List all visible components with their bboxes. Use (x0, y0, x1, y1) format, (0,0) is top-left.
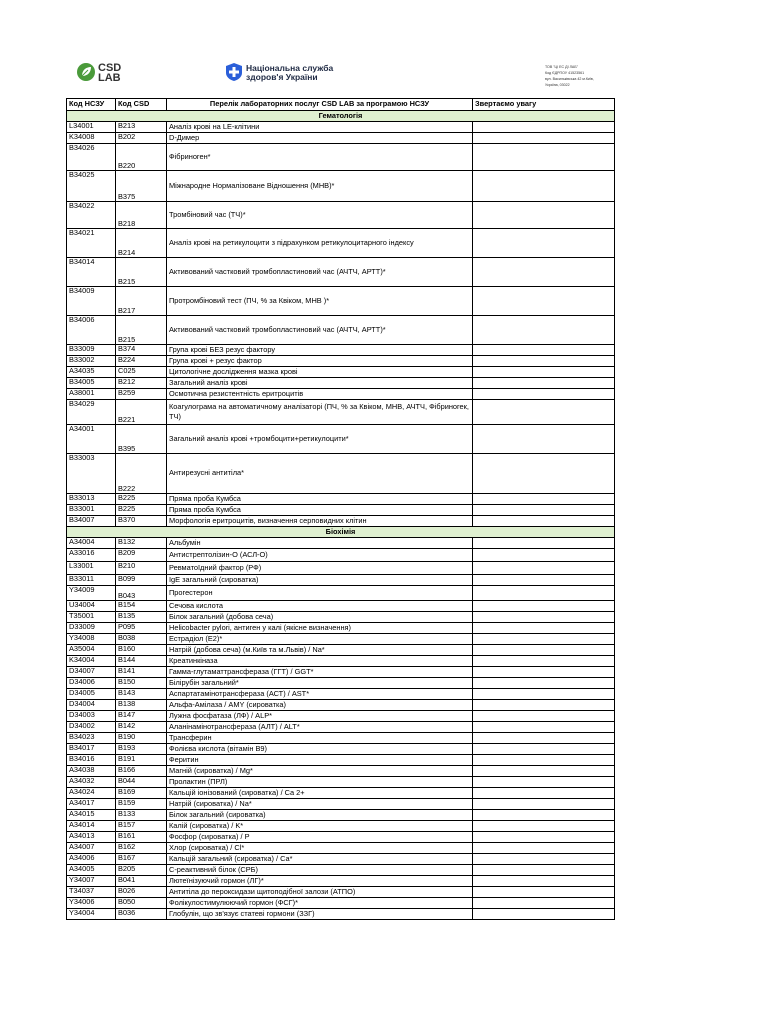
csd-code-cell: B144 (116, 656, 167, 667)
csd-code-cell: B205 (116, 865, 167, 876)
service-name-cell: Креатинкіназа (167, 656, 473, 667)
service-name-cell: Аланінамінотрансфераза (АЛТ) / ALT* (167, 722, 473, 733)
org-info-line: ТОВ "ЦІ ЕС ДІ ЛАБ" (545, 65, 578, 69)
service-name-cell: Білірубін загальний* (167, 678, 473, 689)
service-name-cell: Фолієва кислота (вітамін В9) (167, 744, 473, 755)
service-name-cell: Загальний аналіз крові (167, 378, 473, 389)
table-row (67, 689, 615, 700)
service-name-cell: Морфологія еритроцитів, визначення серповидних клітин (167, 516, 473, 527)
csd-code-cell: B147 (116, 711, 167, 722)
csd-code-cell: B395 (116, 425, 167, 454)
service-name-cell: Тромбіновий час (ТЧ)* (167, 202, 473, 229)
note-cell (473, 678, 615, 689)
document-header (0, 0, 768, 98)
nszu-code-cell: A34038 (67, 766, 116, 777)
note-cell (473, 549, 615, 562)
csd-code-cell: B169 (116, 788, 167, 799)
note-cell (473, 722, 615, 733)
service-name-cell: Аспартатамінотрансфераза (АСТ) / AST* (167, 689, 473, 700)
table-row (67, 171, 615, 202)
note-cell (473, 601, 615, 612)
service-name-cell: Альбумін (167, 538, 473, 549)
table-row (67, 389, 615, 400)
service-name-cell: D-Димер (167, 133, 473, 144)
org-info-line: вул. Васильківська 42 м.Київ, (545, 77, 594, 81)
service-name-cell: С-реактивний білок (СРБ) (167, 865, 473, 876)
table-row (67, 876, 615, 887)
table-row (67, 832, 615, 843)
nszu-code-cell: A35004 (67, 645, 116, 656)
nszu-code-cell: B34026 (67, 144, 116, 171)
service-name-cell: Феритин (167, 755, 473, 766)
note-cell (473, 425, 615, 454)
csd-code-cell: B220 (116, 144, 167, 171)
nszu-code-cell: A34015 (67, 810, 116, 821)
csd-code-cell: B150 (116, 678, 167, 689)
column-header-notes: Звертаємо увагу (473, 99, 615, 111)
csd-code-cell: B193 (116, 744, 167, 755)
note-cell (473, 634, 615, 645)
table-row (67, 425, 615, 454)
csd-code-cell: C025 (116, 367, 167, 378)
nszu-logo-text (246, 64, 333, 82)
nszu-code-cell: U34004 (67, 601, 116, 612)
note-cell (473, 777, 615, 788)
service-name-cell: Натрій (добова сеча) (м.Київ та м.Львів) / Na* (167, 645, 473, 656)
csd-code-cell: B138 (116, 700, 167, 711)
service-name-cell: Антирезусні антитіла* (167, 454, 473, 494)
nszu-code-cell: A34006 (67, 854, 116, 865)
nszu-code-cell: D34005 (67, 689, 116, 700)
table-row (67, 549, 615, 562)
service-name-cell: Фолікулостимулюючий гормон (ФСГ)* (167, 898, 473, 909)
note-cell (473, 562, 615, 575)
service-name-cell: Ревматоїдний фактор (РФ) (167, 562, 473, 575)
table-row (67, 909, 615, 920)
nszu-code-cell: A34007 (67, 843, 116, 854)
service-name-cell: Фосфор (сироватка) / P (167, 832, 473, 843)
table-row (67, 258, 615, 287)
service-name-cell: Група крові + резус фактор (167, 356, 473, 367)
csd-code-cell: B221 (116, 400, 167, 425)
nszu-line1: Національна служба (246, 63, 334, 73)
note-cell (473, 821, 615, 832)
table-row (67, 575, 615, 586)
section-title: Гематологія (67, 111, 615, 122)
csd-code-cell: B217 (116, 287, 167, 316)
note-cell (473, 733, 615, 744)
note-cell (473, 171, 615, 202)
csd-code-cell: B135 (116, 612, 167, 623)
table-row (67, 356, 615, 367)
nszu-code-cell: A34013 (67, 832, 116, 843)
service-name-cell: Кальцій іонізований (сироватка) / Ca 2+ (167, 788, 473, 799)
nszu-code-cell: A34014 (67, 821, 116, 832)
service-name-cell: Лютеїнізуючий гормон (ЛГ)* (167, 876, 473, 887)
service-name-cell: Група крові БЕЗ резус фактору (167, 345, 473, 356)
nszu-code-cell: Y34008 (67, 634, 116, 645)
service-name-cell: Трансферин (167, 733, 473, 744)
table-row (67, 634, 615, 645)
nszu-shield-icon (225, 62, 243, 82)
table-row (67, 810, 615, 821)
nszu-code-cell: A34017 (67, 799, 116, 810)
note-cell (473, 843, 615, 854)
csd-code-cell: B160 (116, 645, 167, 656)
csd-code-cell: B215 (116, 258, 167, 287)
service-name-cell: Білок загальний (сироватка) (167, 810, 473, 821)
note-cell (473, 799, 615, 810)
note-cell (473, 316, 615, 345)
csd-code-cell: B043 (116, 586, 167, 601)
table-row (67, 865, 615, 876)
note-cell (473, 766, 615, 777)
nszu-code-cell: A34001 (67, 425, 116, 454)
table-row (67, 744, 615, 755)
note-cell (473, 755, 615, 766)
table-row (67, 766, 615, 777)
csd-lab-logo (76, 62, 136, 86)
table-row (67, 667, 615, 678)
nszu-code-cell: T35001 (67, 612, 116, 623)
service-name-cell: Аналіз крові на ретикулоцити з підрахунком ретикулоцитарного індексу (167, 229, 473, 258)
nszu-code-cell: B33003 (67, 454, 116, 494)
service-name-cell: Альфа-Амілаза / AMY (сироватка) (167, 700, 473, 711)
table-row (67, 656, 615, 667)
services-table (66, 98, 615, 920)
nszu-code-cell: Y34009 (67, 586, 116, 601)
table-row (67, 755, 615, 766)
csd-logo-line1: CSD (98, 62, 122, 74)
nszu-code-cell: A34035 (67, 367, 116, 378)
csd-code-cell: B143 (116, 689, 167, 700)
note-cell (473, 744, 615, 755)
csd-logo-line2: LAB (98, 72, 121, 84)
csd-code-cell: B041 (116, 876, 167, 887)
nszu-code-cell: D34007 (67, 667, 116, 678)
csd-code-cell: B210 (116, 562, 167, 575)
note-cell (473, 144, 615, 171)
service-name-cell: Магній (сироватка) / Mg* (167, 766, 473, 777)
service-name-cell: Аналіз крові на LE-клітини (167, 122, 473, 133)
csd-code-cell: B157 (116, 821, 167, 832)
service-name-cell: Пряма проба Кумбса (167, 505, 473, 516)
csd-code-cell: B202 (116, 133, 167, 144)
table-row (67, 454, 615, 494)
table-row (67, 821, 615, 832)
csd-code-cell: B225 (116, 505, 167, 516)
org-info-line: Код ЄДРПОУ 41523561 (545, 71, 585, 75)
nszu-code-cell: B33013 (67, 494, 116, 505)
note-cell (473, 356, 615, 367)
note-cell (473, 122, 615, 133)
nszu-code-cell: B34005 (67, 378, 116, 389)
note-cell (473, 810, 615, 821)
service-name-cell: Глобулін, що зв'язує статеві гормони (ЗЗГ) (167, 909, 473, 920)
nszu-code-cell: K34004 (67, 656, 116, 667)
csd-code-cell: B190 (116, 733, 167, 744)
column-header-service-list: Перелік лабораторних послуг CSD LAB за програмою НСЗУ (167, 99, 473, 111)
note-cell (473, 898, 615, 909)
table-row (67, 562, 615, 575)
note-cell (473, 367, 615, 378)
nszu-code-cell: B33002 (67, 356, 116, 367)
table-row (67, 777, 615, 788)
nszu-code-cell: B34016 (67, 755, 116, 766)
services-table-wrapper (66, 98, 615, 920)
nszu-code-cell: B34029 (67, 400, 116, 425)
table-row (67, 229, 615, 258)
table-row (67, 378, 615, 389)
note-cell (473, 494, 615, 505)
nszu-code-cell: B34025 (67, 171, 116, 202)
table-row (67, 898, 615, 909)
table-row (67, 843, 615, 854)
csd-code-cell: B209 (116, 549, 167, 562)
note-cell (473, 887, 615, 898)
csd-code-cell: B214 (116, 229, 167, 258)
note-cell (473, 854, 615, 865)
service-name-cell: Білок загальний (добова сеча) (167, 612, 473, 623)
note-cell (473, 345, 615, 356)
note-cell (473, 909, 615, 920)
service-name-cell: Активований частковий тромбопластиновий час (АЧТЧ, АРТТ)* (167, 258, 473, 287)
csd-code-cell: B133 (116, 810, 167, 821)
nszu-code-cell: D34006 (67, 678, 116, 689)
nszu-code-cell: B34014 (67, 258, 116, 287)
nszu-code-cell: A34024 (67, 788, 116, 799)
note-cell (473, 788, 615, 799)
note-cell (473, 575, 615, 586)
service-name-cell: Пряма проба Кумбса (167, 494, 473, 505)
service-name-cell: Антитіла до пероксидази щитоподібної залози (АТПО) (167, 887, 473, 898)
table-header-row (67, 99, 615, 111)
csd-code-cell: B191 (116, 755, 167, 766)
note-cell (473, 865, 615, 876)
csd-leaf-icon (76, 62, 96, 82)
nszu-code-cell: B34022 (67, 202, 116, 229)
table-row (67, 788, 615, 799)
table-row (67, 538, 615, 549)
csd-code-cell: B222 (116, 454, 167, 494)
nszu-logo (225, 62, 335, 86)
service-name-cell: Гамма-глутаматтрансфераза (ГГТ) / GGT* (167, 667, 473, 678)
csd-code-cell: B375 (116, 171, 167, 202)
table-row (67, 400, 615, 425)
note-cell (473, 389, 615, 400)
note-cell (473, 876, 615, 887)
csd-code-cell: B370 (116, 516, 167, 527)
note-cell (473, 586, 615, 601)
service-name-cell: Калій (сироватка) / K* (167, 821, 473, 832)
nszu-code-cell: D34004 (67, 700, 116, 711)
csd-code-cell: B224 (116, 356, 167, 367)
service-name-cell: Загальний аналіз крові +тромбоцити+ретикулоцити* (167, 425, 473, 454)
table-row (67, 494, 615, 505)
table-row (67, 612, 615, 623)
table-row (67, 505, 615, 516)
note-cell (473, 454, 615, 494)
nszu-code-cell: B34021 (67, 229, 116, 258)
nszu-code-cell: A33016 (67, 549, 116, 562)
service-name-cell: Фібриноген* (167, 144, 473, 171)
table-row (67, 887, 615, 898)
note-cell (473, 689, 615, 700)
csd-code-cell: B259 (116, 389, 167, 400)
table-body (67, 111, 615, 920)
section-row (67, 527, 615, 538)
csd-code-cell: B050 (116, 898, 167, 909)
csd-code-cell: B166 (116, 766, 167, 777)
note-cell (473, 400, 615, 425)
table-row (67, 601, 615, 612)
nszu-code-cell: Y34006 (67, 898, 116, 909)
service-name-cell: Цитологічне дослідження мазка крові (167, 367, 473, 378)
csd-code-cell: P095 (116, 623, 167, 634)
section-row (67, 111, 615, 122)
table-row (67, 287, 615, 316)
nszu-code-cell: T34037 (67, 887, 116, 898)
csd-code-cell: B099 (116, 575, 167, 586)
nszu-code-cell: B33001 (67, 505, 116, 516)
nszu-code-cell: B34006 (67, 316, 116, 345)
service-name-cell: IgE загальний (сироватка) (167, 575, 473, 586)
table-row (67, 854, 615, 865)
table-row (67, 122, 615, 133)
table-header (67, 99, 615, 111)
nszu-code-cell: K34008 (67, 133, 116, 144)
nszu-code-cell: B33011 (67, 575, 116, 586)
note-cell (473, 711, 615, 722)
service-name-cell: Лужна фосфатаза (ЛФ) / ALP* (167, 711, 473, 722)
service-name-cell: Антистрептолізин-О (АСЛ-О) (167, 549, 473, 562)
table-row (67, 516, 615, 527)
service-name-cell: Кальцій загальний (сироватка) / Ca* (167, 854, 473, 865)
nszu-code-cell: B34009 (67, 287, 116, 316)
csd-code-cell: B212 (116, 378, 167, 389)
nszu-code-cell: A38001 (67, 389, 116, 400)
nszu-code-cell: L34001 (67, 122, 116, 133)
nszu-code-cell: L33001 (67, 562, 116, 575)
note-cell (473, 656, 615, 667)
csd-code-cell: B162 (116, 843, 167, 854)
note-cell (473, 287, 615, 316)
table-row (67, 799, 615, 810)
table-row (67, 345, 615, 356)
service-name-cell: Пролактин (ПРЛ) (167, 777, 473, 788)
csd-code-cell: B026 (116, 887, 167, 898)
csd-code-cell: B036 (116, 909, 167, 920)
nszu-code-cell: A34032 (67, 777, 116, 788)
nszu-code-cell: B34007 (67, 516, 116, 527)
table-row (67, 623, 615, 634)
note-cell (473, 700, 615, 711)
note-cell (473, 202, 615, 229)
nszu-code-cell: B34023 (67, 733, 116, 744)
csd-code-cell: B213 (116, 122, 167, 133)
nszu-line2: здоров'я України (246, 72, 318, 82)
service-name-cell: Осмотична резистентність еритроцитів (167, 389, 473, 400)
nszu-code-cell: Y34007 (67, 876, 116, 887)
service-name-cell: Хлор (сироватка) / Cl* (167, 843, 473, 854)
csd-code-cell: B141 (116, 667, 167, 678)
table-row (67, 645, 615, 656)
service-name-cell: Коагулограма на автоматичному аналізаторі (ПЧ, % за Квіком, МНВ, АЧТЧ, Фібриногек, ТЧ) (167, 400, 473, 425)
service-name-cell: Натрій (сироватка) / Na* (167, 799, 473, 810)
csd-code-cell: B154 (116, 601, 167, 612)
nszu-code-cell: B33009 (67, 345, 116, 356)
service-name-cell: Прогестерон (167, 586, 473, 601)
table-row (67, 678, 615, 689)
org-info-line: Україна, 03022 (545, 83, 570, 87)
table-row (67, 722, 615, 733)
csd-code-cell: B142 (116, 722, 167, 733)
service-name-cell: Міжнародне Нормалізоване Відношення (МНВ)* (167, 171, 473, 202)
csd-code-cell: B374 (116, 345, 167, 356)
table-row (67, 711, 615, 722)
note-cell (473, 516, 615, 527)
nszu-code-cell: A34004 (67, 538, 116, 549)
note-cell (473, 258, 615, 287)
csd-code-cell: B225 (116, 494, 167, 505)
nszu-code-cell: D33009 (67, 623, 116, 634)
csd-code-cell: B167 (116, 854, 167, 865)
table-row (67, 316, 615, 345)
csd-code-cell: B161 (116, 832, 167, 843)
service-name-cell: Helicobacter pylori, антиген у калі (якісне визначення) (167, 623, 473, 634)
service-name-cell: Сечова кислота (167, 601, 473, 612)
table-row (67, 733, 615, 744)
service-name-cell: Протромбіновий тест (ПЧ, % за Квіком, МНВ )* (167, 287, 473, 316)
note-cell (473, 538, 615, 549)
organization-info (545, 64, 594, 88)
section-title: Біохімія (67, 527, 615, 538)
nszu-code-cell: A34005 (67, 865, 116, 876)
nszu-code-cell: D34003 (67, 711, 116, 722)
csd-code-cell: B044 (116, 777, 167, 788)
note-cell (473, 832, 615, 843)
note-cell (473, 133, 615, 144)
nszu-code-cell: D34002 (67, 722, 116, 733)
table-row (67, 133, 615, 144)
note-cell (473, 229, 615, 258)
table-row (67, 586, 615, 601)
table-row (67, 202, 615, 229)
csd-code-cell: B159 (116, 799, 167, 810)
table-row (67, 144, 615, 171)
note-cell (473, 645, 615, 656)
table-row (67, 367, 615, 378)
csd-logo-text (98, 63, 121, 83)
csd-code-cell: B132 (116, 538, 167, 549)
note-cell (473, 612, 615, 623)
nszu-code-cell: Y34004 (67, 909, 116, 920)
service-name-cell: Активований частковий тромбопластиновий час (АЧТЧ, АРТТ)* (167, 316, 473, 345)
note-cell (473, 378, 615, 389)
table-row (67, 700, 615, 711)
service-name-cell: Естрадіол (Е2)* (167, 634, 473, 645)
note-cell (473, 505, 615, 516)
note-cell (473, 623, 615, 634)
csd-code-cell: B038 (116, 634, 167, 645)
csd-code-cell: B218 (116, 202, 167, 229)
column-header-csd-code: Код CSD (116, 99, 167, 111)
nszu-code-cell: B34017 (67, 744, 116, 755)
column-header-nszu-code: Код НСЗУ (67, 99, 116, 111)
note-cell (473, 667, 615, 678)
csd-code-cell: B215 (116, 316, 167, 345)
